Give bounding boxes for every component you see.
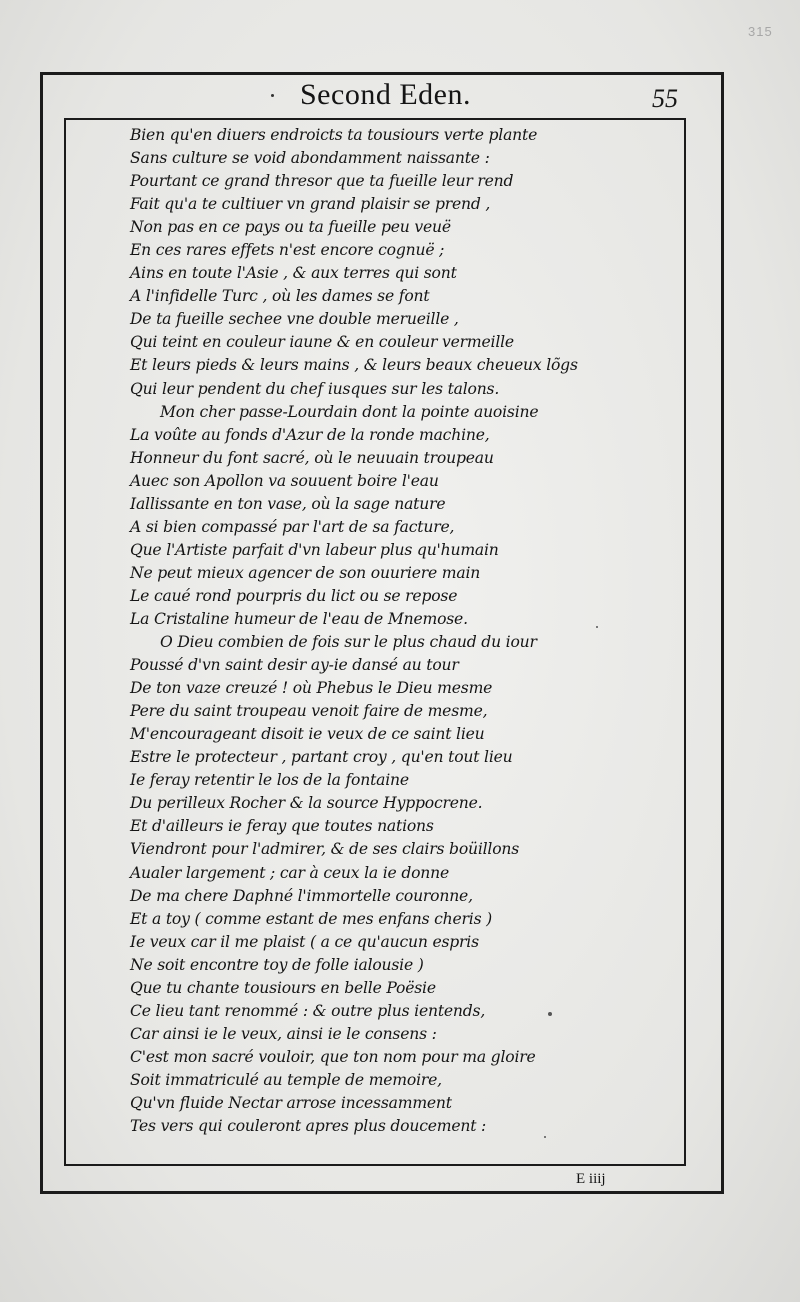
verse-line: Viendront pour l'admirer, & de ses clairs boüillons [130,840,520,859]
verse-line: Fait qu'a te cultiuer vn grand plaisir se prend , [130,195,491,214]
verse-line: Aualer largement ; car à ceux la ie donne [130,863,450,882]
verse-line: Bien qu'en diuers endroicts ta tousiours verte plante [130,126,538,144]
verse-line: Que tu chante tousiours en belle Poësie [130,978,436,997]
verse-line: De ta fueille sechee vne double merueille , [130,310,459,329]
verse-line: Estre le protecteur , partant croy , qu'en tout lieu [130,748,513,767]
verse-line: Et d'ailleurs ie feray que toutes nations [130,817,434,836]
verse-line: Iallissante en ton vase, où la sage nature [130,494,446,513]
verse-line: Ie feray retentir le los de la fontaine [130,771,409,790]
verse-line: Et a toy ( comme estant de mes enfans cheris ) [130,909,493,928]
verse-line: La Cristaline humeur de l'eau de Mnemose. [130,609,468,628]
verse-line: La voûte au fonds d'Azur de la ronde machine, [130,425,490,444]
verse-line: Ce lieu tant renommé : & outre plus ientends, [130,1001,486,1020]
verse-line: Et leurs pieds & leurs mains , & leurs beaux cheueux lõgs [130,356,578,375]
verse-line: Tes vers qui couleront apres plus doucement : [130,1117,487,1136]
verse-line: En ces rares effets n'est encore cognuë ; [130,241,445,260]
verse-line: M'encourageant disoit ie veux de ce saint lieu [130,725,485,744]
verse-line: Auec son Apollon va souuent boire l'eau [130,471,439,490]
ink-speck [596,626,598,628]
verse-line: Ne peut mieux agencer de son ouuriere main [130,563,481,582]
verse-line: Qu'vn fluide Nectar arrose incessamment [130,1093,452,1112]
verse-line: Pere du saint troupeau venoit faire de mesme, [130,702,488,721]
verse-line: A l'infidelle Turc , où les dames se font [130,287,430,306]
verse-line: Car ainsi ie le veux, ainsi ie le consens : [130,1024,437,1043]
verse-line: Du perilleux Rocher & la source Hyppocrene. [130,794,483,813]
verse-line: A si bien compassé par l'art de sa facture, [130,517,455,536]
verse-line: Ains en toute l'Asie , & aux terres qui sont [130,264,457,283]
verse-line: Le caué rond pourpris du lict ou se repose [130,586,458,605]
ink-dot [271,94,274,97]
verse-line: De ma chere Daphné l'immortelle couronne, [130,886,473,905]
pencil-annotation: 315 [748,24,773,39]
page-number: 55 [652,84,678,113]
verse-line: Ie veux car il me plaist ( a ce qu'aucun espris [130,932,479,951]
verse-line: De ton vaze creuzé ! où Phebus le Dieu mesme [130,679,493,698]
verse-line: Qui leur pendent du chef iusques sur les talons. [130,379,500,398]
verse-line: Soit immatriculé au temple de memoire, [130,1070,442,1089]
verse-line: Sans culture se void abondamment naissante : [130,149,490,168]
verse-line: C'est mon sacré vouloir, que ton nom pour ma gloire [130,1047,536,1066]
verse-line: Ne soit encontre toy de folle ialousie ) [130,955,424,974]
ink-speck [548,1012,552,1016]
verse-line: Que l'Artiste parfait d'vn labeur plus qu'humain [130,540,499,559]
ink-speck [544,1136,546,1138]
verse-line: O Dieu combien de fois sur le plus chaud du iour [160,633,537,652]
verse-line: Mon cher passe-Lourdain dont la pointe auoisine [160,402,539,421]
verse-line: Qui teint en couleur iaune & en couleur vermeille [130,333,514,352]
poem-verse-lines [130,124,680,1138]
running-title: Second Eden. [300,78,471,111]
verse-line: Poussé d'vn saint desir ay-ie dansé au tour [130,656,459,675]
verse-line: Non pas en ce pays ou ta fueille peu veuë [130,218,451,237]
verse-line: Pourtant ce grand thresor que ta fueille leur rend [130,172,514,191]
signature-mark: E iiij [576,1171,606,1187]
verse-line: Honneur du font sacré, où le neuuain troupeau [130,448,494,467]
